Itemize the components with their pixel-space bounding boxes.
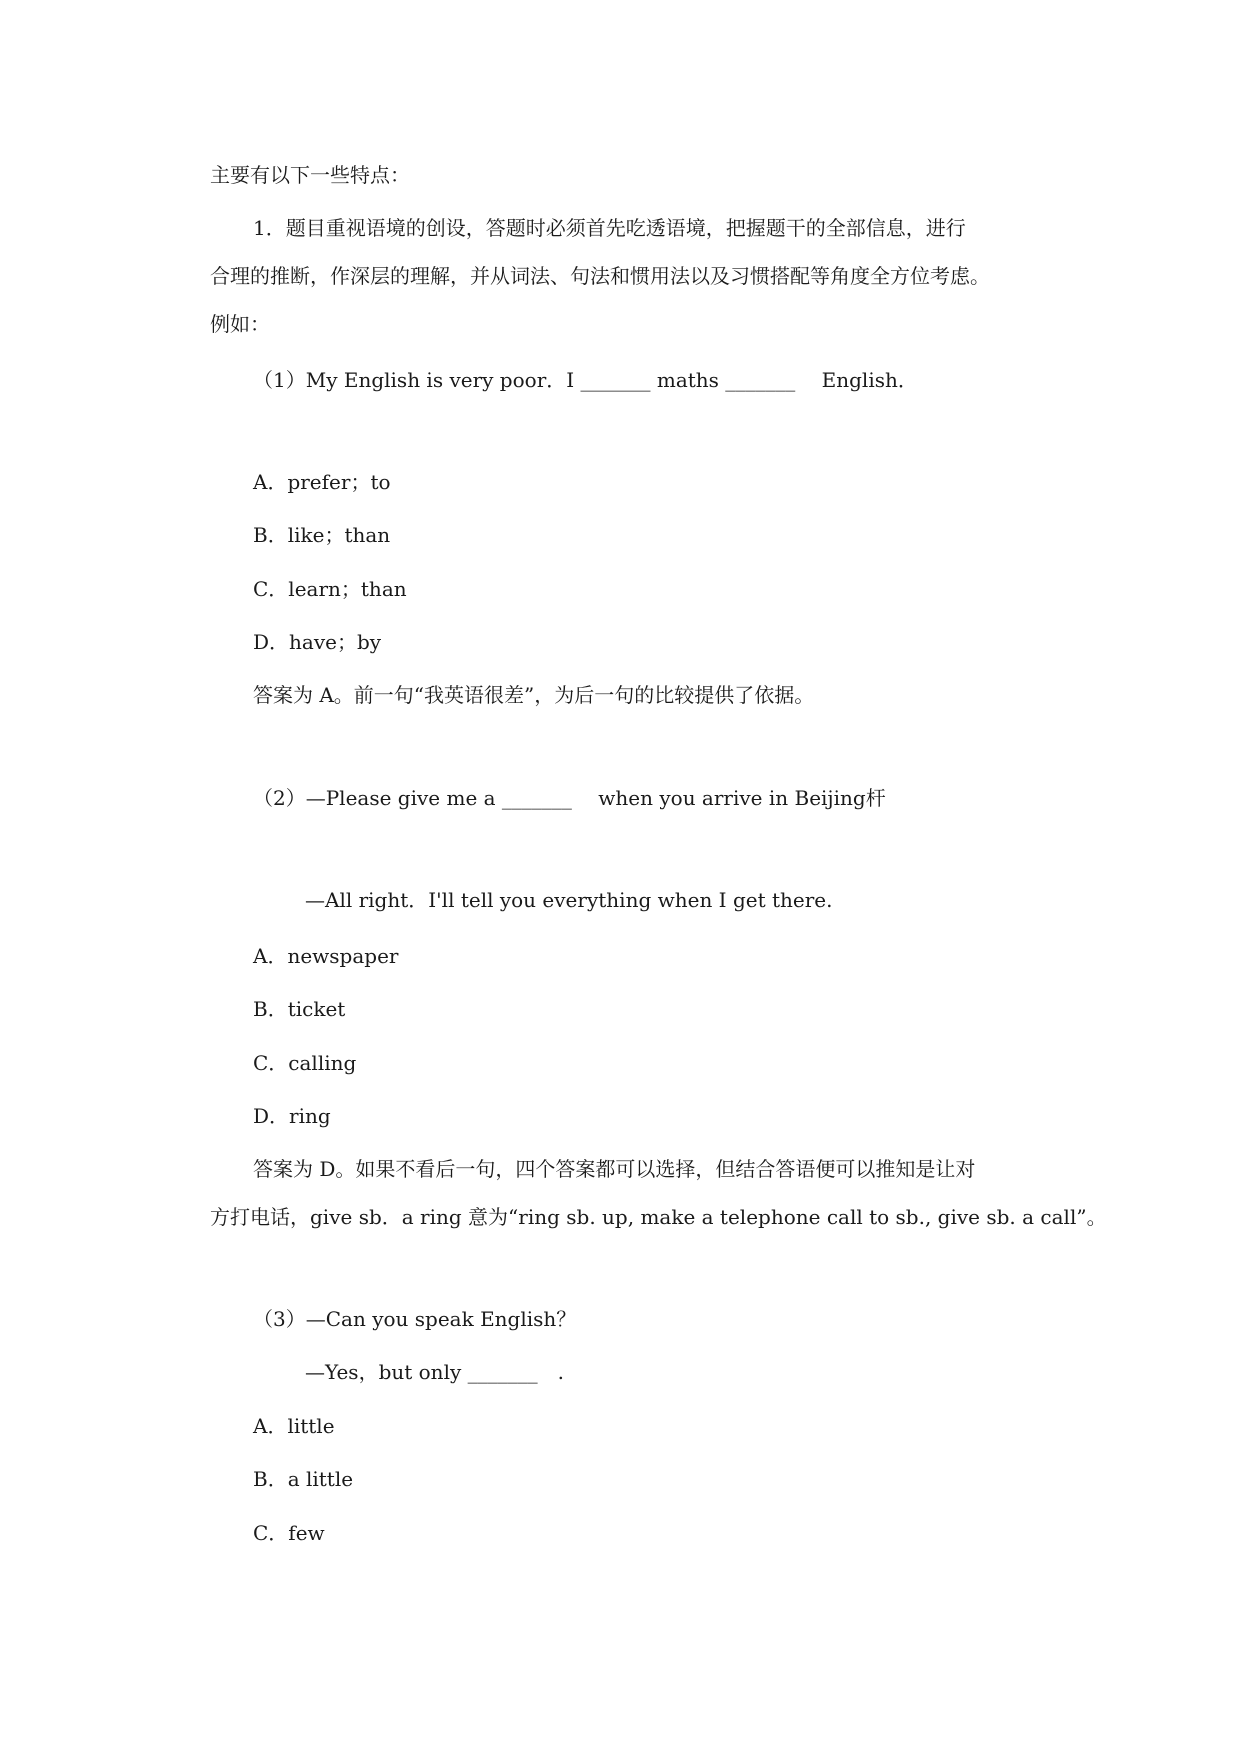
q1-option-c: C．learn；than [253,577,407,601]
q1-answer: 答案为 A。前一句“我英语很差”，为后一句的比较提供了依据。 [253,683,815,707]
point-1-line-1: 1．题目重视语境的创设，答题时必须首先吃透语境，把握题干的全部信息，进行 [253,216,966,240]
q1-option-a: A．prefer；to [253,470,391,494]
q1-option-b: B．like；than [253,523,391,547]
q3-option-b: B．a little [253,1467,354,1491]
example-label: 例如： [210,312,270,336]
question-1: （1）My English is very poor．I _______ maths _______ English． [253,368,918,392]
q1-option-d: D．have；by [253,630,382,654]
q3-option-c: C．few [253,1521,325,1545]
q2-answer-line-2: 方打电话，give sb．a ring 意为“ring sb. up, make a telephone call to sb., give sb. a call”。 [210,1205,1107,1229]
q2-option-b: B．ticket [253,997,346,1021]
q2-answer-line-1: 答案为 D。如果不看后一句，四个答案都可以选择，但结合答语便可以推知是让对 [253,1157,976,1181]
q2-option-a: A．newspaper [253,944,399,968]
intro-line: 主要有以下一些特点： [210,163,410,187]
point-1-line-2: 合理的推断，作深层的理解，并从词法、句法和惯用法以及习惯搭配等角度全方位考虑。 [210,264,990,288]
question-3: （3）—Can you speak English？ [253,1307,577,1331]
q3-option-a: A．little [253,1414,335,1438]
q2-option-d: D．ring [253,1104,331,1128]
q3-response: —Yes，but only _______ . [305,1360,564,1384]
q2-option-c: C．calling [253,1051,357,1075]
q2-response: —All right．I'll tell you everything when I get there. [305,888,833,912]
question-2: （2）—Please give me a _______ when you arrive in Beijing杆 [253,786,886,810]
